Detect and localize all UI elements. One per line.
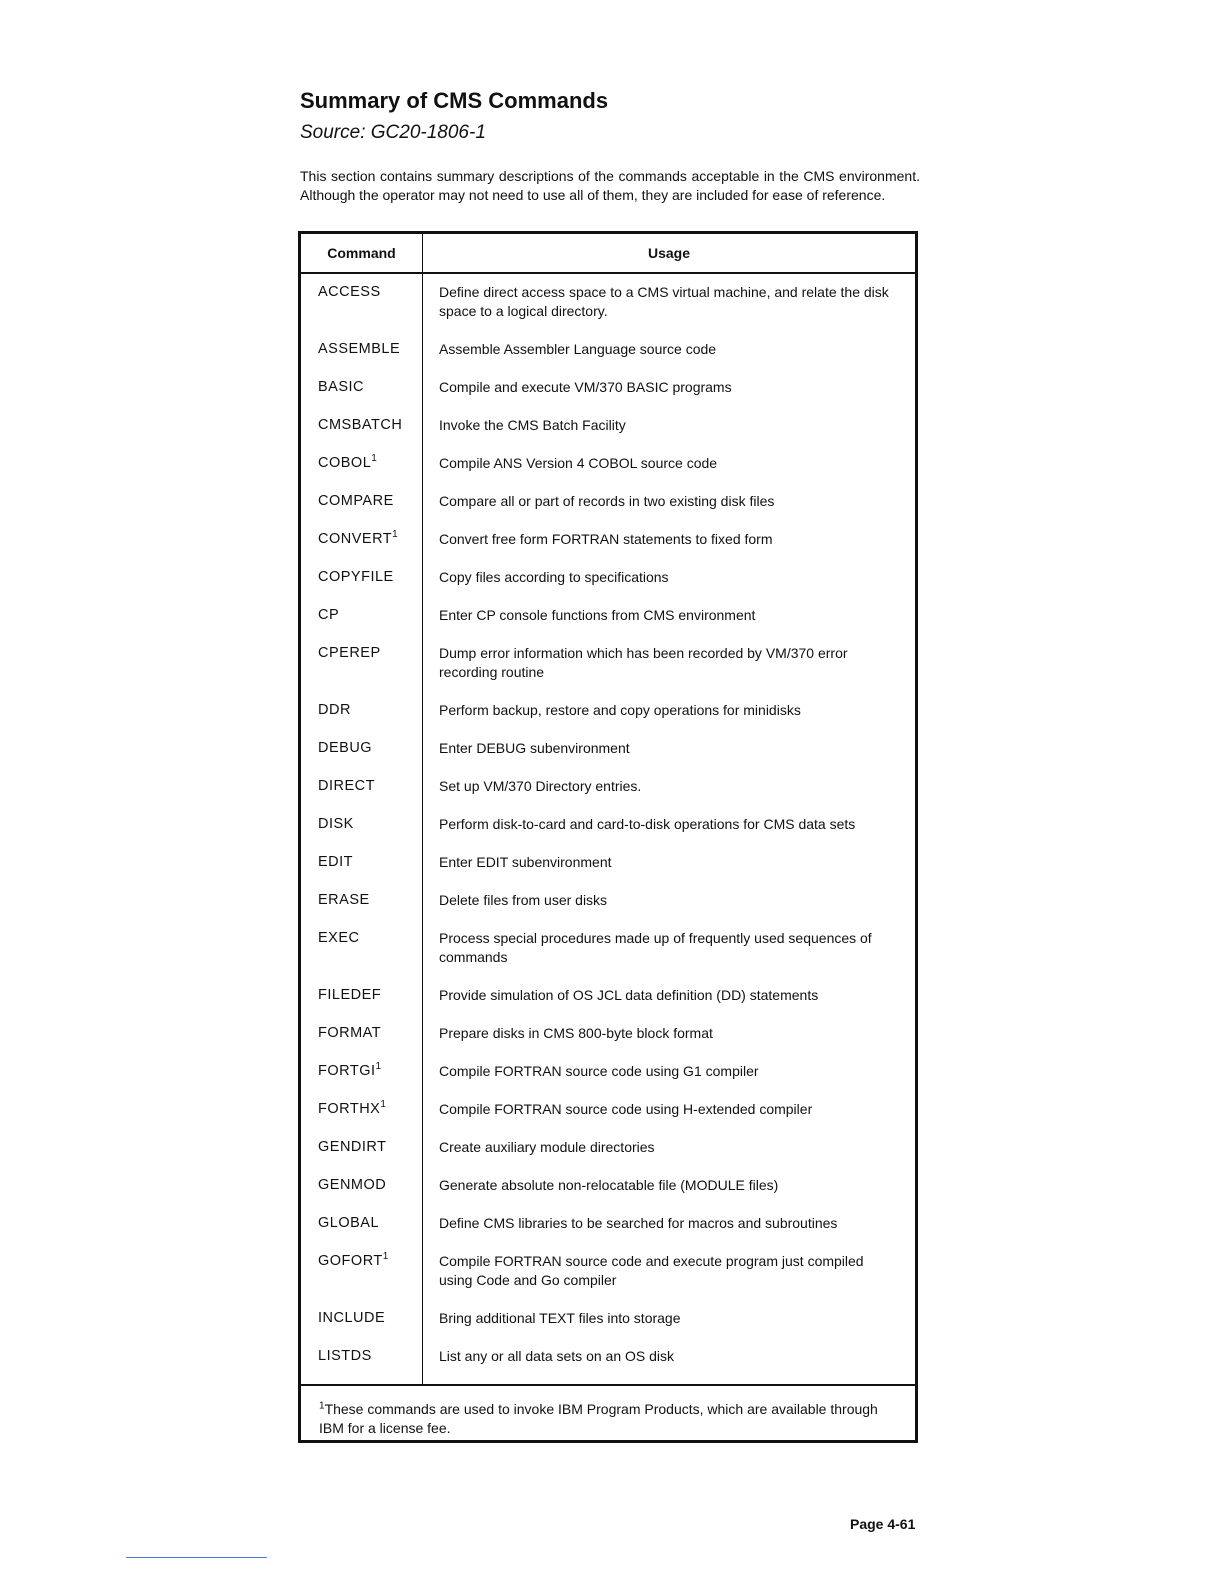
command-name <box>318 606 339 625</box>
command-name <box>318 1062 382 1081</box>
command-label: DDR <box>318 702 351 718</box>
command-usage: Perform disk-to-card and card-to-disk operations for CMS data sets <box>439 816 856 832</box>
command-name <box>318 929 360 948</box>
command-name <box>318 1024 381 1043</box>
table-row <box>301 986 915 1024</box>
command-usage: Enter DEBUG subenvironment <box>439 740 630 756</box>
command-name <box>318 568 394 587</box>
table-row <box>301 1309 915 1347</box>
command-label: COBOL <box>318 455 372 471</box>
table-row <box>301 815 915 853</box>
command-name <box>318 644 381 663</box>
command-label: CMSBATCH <box>318 417 403 433</box>
command-usage: Prepare disks in CMS 800-byte block format <box>439 1025 713 1041</box>
footnote-marker: 1 <box>375 1061 382 1073</box>
command-usage: Compile FORTRAN source code using H-extended compiler <box>439 1101 813 1117</box>
command-usage: Bring additional TEXT files into storage <box>439 1310 681 1326</box>
table-row <box>301 644 915 701</box>
table-row <box>301 777 915 815</box>
command-label: ERASE <box>318 892 370 908</box>
command-label: EDIT <box>318 854 354 870</box>
table-row <box>301 416 915 454</box>
command-usage: Process special procedures made up of frequently used sequences of commands <box>439 930 872 965</box>
command-name <box>318 1138 387 1157</box>
command-usage: Set up VM/370 Directory entries. <box>439 778 642 794</box>
table-row <box>301 492 915 530</box>
page-number: Page 4-61 <box>850 1516 916 1532</box>
command-column-header: Command <box>327 245 396 261</box>
table-header-row <box>301 234 915 274</box>
command-label: COMPARE <box>318 493 394 509</box>
command-name <box>318 283 381 302</box>
table-row <box>301 530 915 568</box>
command-name <box>318 891 370 910</box>
command-name <box>318 1347 372 1366</box>
command-usage: Generate absolute non-relocatable file (MODULE files) <box>439 1177 779 1193</box>
command-name <box>318 1176 386 1195</box>
table-body <box>301 283 915 1385</box>
command-label: DIRECT <box>318 778 375 794</box>
command-label: FORTGI <box>318 1063 376 1079</box>
command-name <box>318 986 381 1005</box>
footnote-marker: 1 <box>382 1251 389 1263</box>
command-usage: Compile FORTRAN source code and execute program just compiled using Code and Go compiler <box>439 1253 864 1288</box>
table-row <box>301 568 915 606</box>
command-label: GOFORT <box>318 1253 383 1269</box>
command-name <box>318 454 377 473</box>
command-name <box>318 530 398 549</box>
command-usage: Compile FORTRAN source code using G1 compiler <box>439 1063 759 1079</box>
command-label: INCLUDE <box>318 1310 386 1326</box>
command-name <box>318 815 354 834</box>
command-usage: List any or all data sets on an OS disk <box>439 1348 675 1364</box>
table-row <box>301 1214 915 1252</box>
footnote-marker: 1 <box>319 1400 325 1412</box>
command-name <box>318 777 375 796</box>
command-name <box>318 492 394 511</box>
command-usage: Perform backup, restore and copy operations for minidisks <box>439 702 801 718</box>
table-row <box>301 853 915 891</box>
table-row <box>301 1252 915 1309</box>
command-usage: Compare all or part of records in two existing disk files <box>439 493 775 509</box>
command-usage: Create auxiliary module directories <box>439 1139 655 1155</box>
command-usage: Dump error information which has been recorded by VM/370 error recording routine <box>439 645 848 680</box>
table-row <box>301 1138 915 1176</box>
intro-paragraph: This section contains summary descriptions of the commands acceptable in the CMS environment. Although the operator may not need to use all of them, they are included for ease of reference. <box>300 168 920 203</box>
command-name <box>318 1100 386 1119</box>
command-label: GLOBAL <box>318 1215 380 1231</box>
command-usage: Define CMS libraries to be searched for macros and subroutines <box>439 1215 838 1231</box>
command-name <box>318 340 400 359</box>
footnote-text <box>319 1400 879 1438</box>
table-row <box>301 891 915 929</box>
bottom-rule <box>126 1557 267 1558</box>
command-name <box>318 853 353 872</box>
table-row <box>301 1176 915 1214</box>
table-row <box>301 929 915 986</box>
table-row <box>301 283 915 340</box>
command-name <box>318 1252 389 1271</box>
command-usage: Provide simulation of OS JCL data definition (DD) statements <box>439 987 819 1003</box>
command-summary-table <box>298 231 918 1443</box>
command-usage: Delete files from user disks <box>439 892 608 908</box>
command-name <box>318 701 351 720</box>
command-label: LISTDS <box>318 1348 372 1364</box>
table-row <box>301 1024 915 1062</box>
table-row <box>301 739 915 777</box>
command-label: ASSEMBLE <box>318 341 401 357</box>
table-row <box>301 1100 915 1138</box>
command-label: DEBUG <box>318 740 373 756</box>
command-name <box>318 1214 379 1233</box>
command-label: COPYFILE <box>318 569 394 585</box>
footnote-body: These commands are used to invoke IBM Program Products, which are available through IBM for a license fee. <box>319 1401 878 1436</box>
command-label: BASIC <box>318 379 365 395</box>
footnote-marker: 1 <box>371 453 378 465</box>
command-usage: Compile ANS Version 4 COBOL source code <box>439 455 718 471</box>
command-usage: Define direct access space to a CMS virtual machine, and relate the disk space to a logical directory. <box>439 284 889 319</box>
command-usage: Assemble Assembler Language source code <box>439 341 717 357</box>
table-row <box>301 701 915 739</box>
command-label: ACCESS <box>318 284 381 300</box>
command-usage: Copy files according to specifications <box>439 569 669 585</box>
source-reference: Source: GC20-1806-1 <box>300 122 486 143</box>
page-title: Summary of CMS Commands <box>300 88 609 113</box>
footnote-marker: 1 <box>380 1099 387 1111</box>
table-row <box>301 454 915 492</box>
command-usage: Invoke the CMS Batch Facility <box>439 417 626 433</box>
table-row <box>301 378 915 416</box>
footnote-marker: 1 <box>392 529 399 541</box>
command-label: FILEDEF <box>318 987 382 1003</box>
command-name <box>318 416 402 435</box>
command-name <box>318 739 372 758</box>
command-label: GENMOD <box>318 1177 387 1193</box>
command-label: CONVERT <box>318 531 393 547</box>
command-label: EXEC <box>318 930 360 946</box>
table-row <box>301 1062 915 1100</box>
command-usage: Compile and execute VM/370 BASIC programs <box>439 379 732 395</box>
table-footnote <box>301 1384 915 1440</box>
command-label: FORMAT <box>318 1025 382 1041</box>
command-label: CPEREP <box>318 645 381 661</box>
command-label: CP <box>318 607 340 623</box>
command-name <box>318 1309 385 1328</box>
table-row <box>301 340 915 378</box>
usage-column-header: Usage <box>647 245 691 261</box>
command-name <box>318 378 364 397</box>
table-row <box>301 1347 915 1385</box>
command-usage: Convert free form FORTRAN statements to fixed form <box>439 531 773 547</box>
command-label: FORTHX <box>318 1101 381 1117</box>
command-usage: Enter CP console functions from CMS environment <box>439 607 756 623</box>
command-usage: Enter EDIT subenvironment <box>439 854 612 870</box>
command-label: GENDIRT <box>318 1139 387 1155</box>
command-label: DISK <box>318 816 354 832</box>
table-row <box>301 606 915 644</box>
